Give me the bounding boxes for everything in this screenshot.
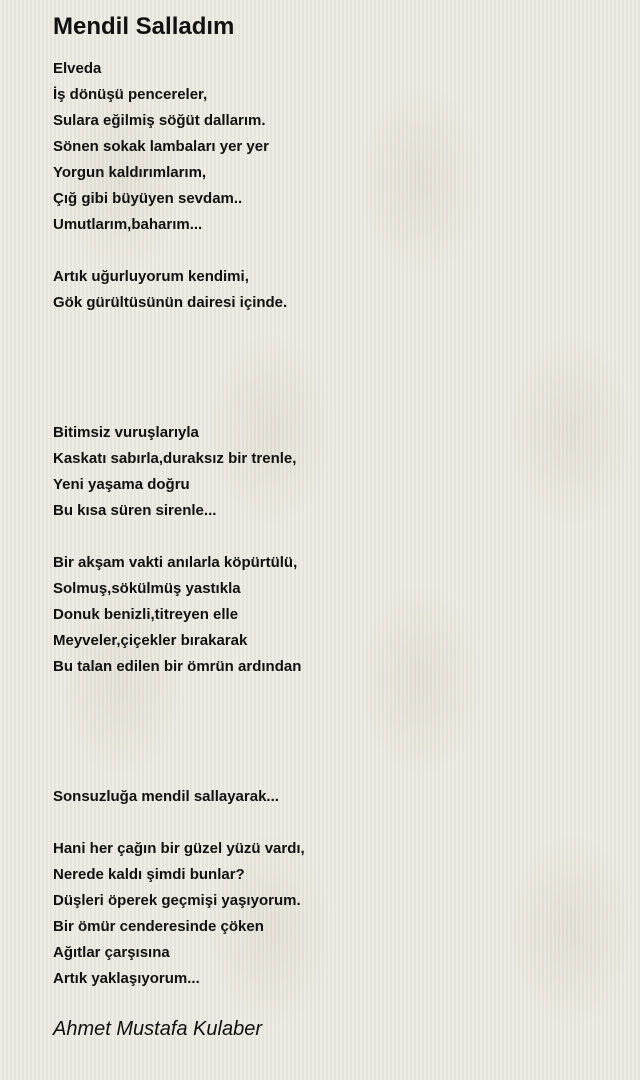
- poem-container: [53, 12, 613, 992]
- poem-blank-line: [53, 706, 613, 732]
- poem-line: Bitimsiz vuruşlarıyla: [53, 424, 199, 441]
- poem-line: Hani her çağın bir güzel yüzü vardı,: [53, 840, 305, 857]
- poem-line: Sulara eğilmiş söğüt dallarım.: [53, 112, 266, 129]
- poem-line: Çığ gibi büyüyen sevdam..: [53, 190, 243, 207]
- poem-blank-line: [53, 680, 613, 706]
- poem-line: Sönen sokak lambaları yer yer: [53, 138, 269, 155]
- poem-line: Düşleri öperek geçmişi yaşıyorum.: [53, 892, 301, 909]
- poem-line: Donuk benizli,titreyen elle: [53, 606, 239, 623]
- poem-line: Solmuş,sökülmüş yastıkla: [53, 580, 241, 597]
- poem-body: [53, 56, 613, 992]
- poem-line: Umutlarım,baharım...: [53, 216, 203, 233]
- poem-line: Artık yaklaşıyorum...: [53, 970, 200, 987]
- poem-line: Nerede kaldı şimdi bunlar?: [53, 866, 245, 883]
- poem-line: Kaskatı sabırla,duraksız bir trenle,: [53, 450, 297, 467]
- poem-blank-line: [53, 732, 613, 758]
- poem-line: Bu kısa süren sirenle...: [53, 502, 217, 519]
- poem-blank-line: [53, 368, 613, 394]
- poem-line: İş dönüşü pencereler,: [53, 86, 208, 103]
- poem-blank-line: [53, 758, 613, 784]
- poem-blank-line: [53, 810, 613, 836]
- poem-blank-line: [53, 238, 613, 264]
- poem-line: Elveda: [53, 60, 102, 77]
- poem-line: Artık uğurluyorum kendimi,: [53, 268, 249, 285]
- poem-line: Bu talan edilen bir ömrün ardından: [53, 658, 302, 675]
- poem-author: Ahmet Mustafa Kulaber: [53, 1018, 262, 1040]
- poem-line: Bir akşam vakti anılarla köpürtülü,: [53, 554, 298, 571]
- poem-blank-line: [53, 316, 613, 342]
- poem-title: Mendil Salladım: [53, 13, 235, 40]
- poem-blank-line: [53, 342, 613, 368]
- poem-line: Meyveler,çiçekler bırakarak: [53, 632, 248, 649]
- poem-line: Bir ömür cenderesinde çöken: [53, 918, 264, 935]
- poem-line: Ağıtlar çarşısına: [53, 944, 170, 961]
- poem-line: Yeni yaşama doğru: [53, 476, 190, 493]
- poem-blank-line: [53, 394, 613, 420]
- poem-blank-line: [53, 524, 613, 550]
- poem-line: Sonsuzluğa mendil sallayarak...: [53, 788, 279, 805]
- poem-line: Yorgun kaldırımlarım,: [53, 164, 207, 181]
- poem-line: Gök gürültüsünün dairesi içinde.: [53, 294, 288, 311]
